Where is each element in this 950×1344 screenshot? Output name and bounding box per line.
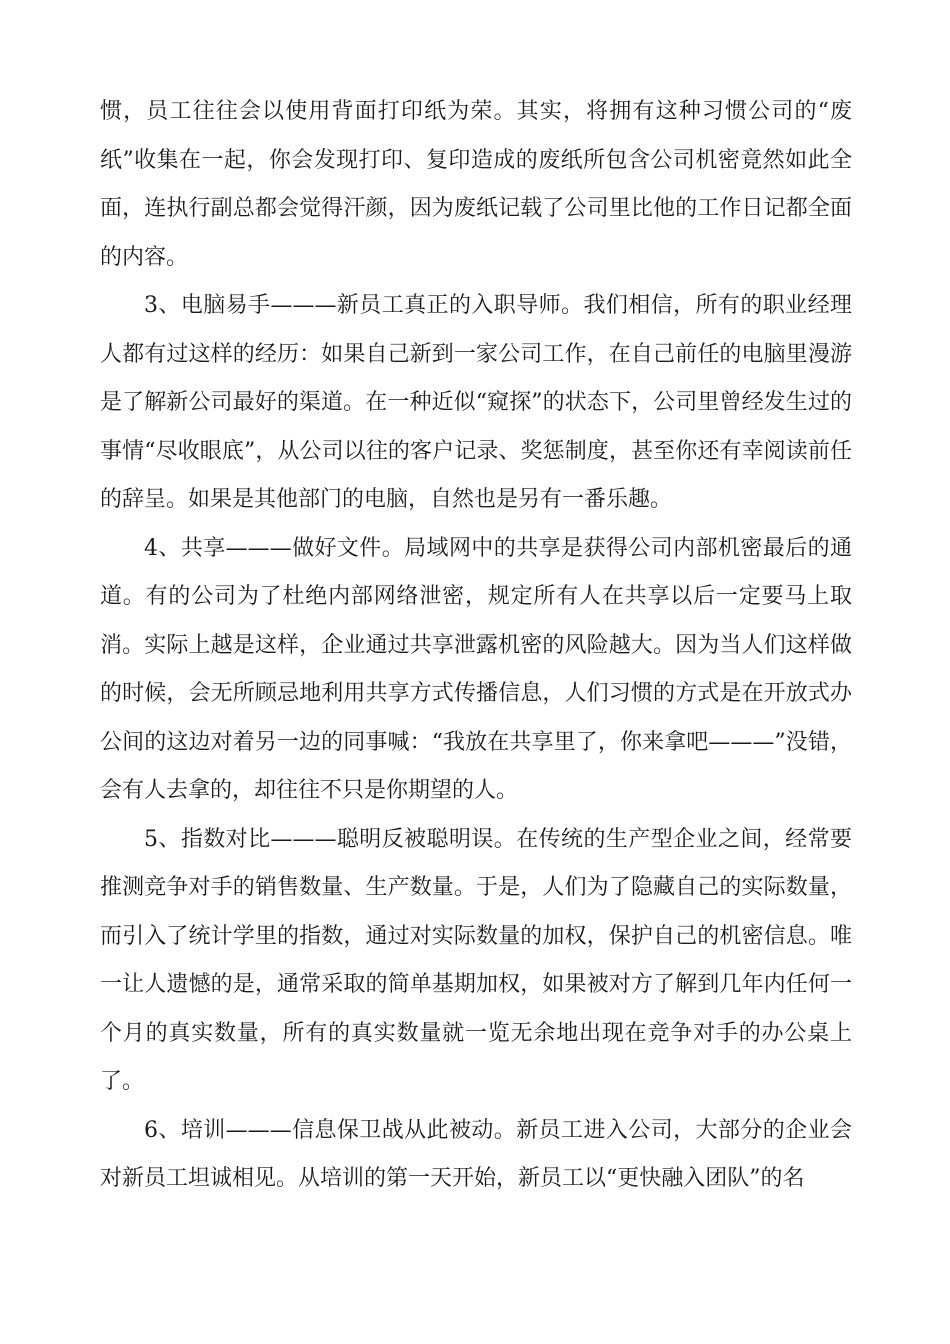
paragraph-item-6: 6、培训———信息保卫战从此被动。新员工进入公司，大部分的企业会对新员工坦诚相见。从培训的第一天开始，新员工以“更快融入团队”的名 [100, 1117, 852, 1191]
paragraph-item-5: 5、指数对比———聪明反被聪明误。在传统的生产型企业之间，经常要推测竞争对手的销售数量、生产数量。于是，人们为了隐藏自己的实际数量，而引入了统计学里的指数，通过对实际数量的加权，保护自己的机密信息。唯一让人遗憾的是，通常采取的简单基期加权，如果被对方了解到几年内任何一个月的真实数量，所有的真实数量就一览无余地出现在竞争对手的办公桌上了。 [100, 826, 852, 1094]
paragraph-item-4: 4、共享———做好文件。局域网中的共享是获得公司内部机密最后的通道。有的公司为了杜绝内部网络泄密，规定所有人在共享以后一定要马上取消。实际上越是这样，企业通过共享泄露机密的风险越大。因为当人们这样做的时候，会无所顾忌地利用共享方式传播信息，人们习惯的方式是在开放式办公间的这边对着另一边的同事喊：“我放在共享里了，你来拿吧———”没错，会有人去拿的，却往往不只是你期望的人。 [100, 535, 852, 803]
body-text [100, 88, 852, 1204]
paragraph-item-3: 3、电脑易手———新员工真正的入职导师。我们相信，所有的职业经理人都有过这样的经历：如果自己新到一家公司工作，在自己前任的电脑里漫游是了解新公司最好的渠道。在一种近似“窥探”的状态下，公司里曾经发生过的事情“尽收眼底”，从公司以往的客户记录、奖惩制度，甚至你还有幸阅读前任的辞呈。如果是其他部门的电脑，自然也是另有一番乐趣。 [100, 293, 852, 512]
paragraph-continuation: 惯，员工往往会以使用背面打印纸为荣。其实，将拥有这种习惯公司的“废纸”收集在一起，你会发现打印、复印造成的废纸所包含公司机密竟然如此全面，连执行副总都会觉得汗颜，因为废纸记载了公司里比他的工作日记都全面的内容。 [100, 99, 852, 270]
